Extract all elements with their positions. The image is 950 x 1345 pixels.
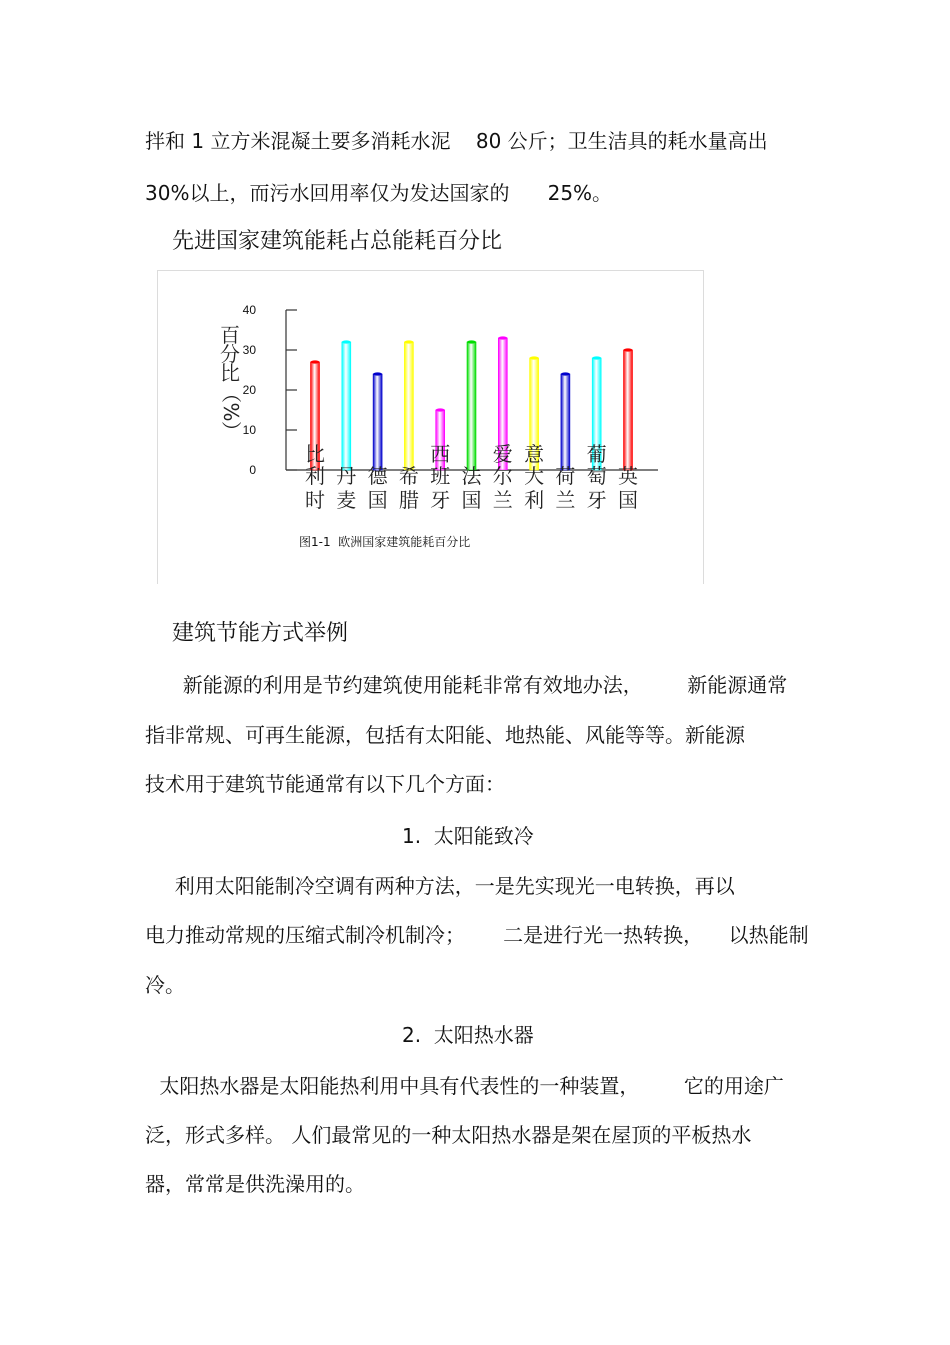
bar-top-葡萄牙 [592, 356, 601, 359]
item1-line-3: 冷。 [145, 973, 185, 997]
bar-德国 [373, 374, 382, 470]
paragraph-top-line-1: 拌和 1 立方米混凝土要多消耗水泥 80 公斤；卫生洁具的耗水量高出 [145, 129, 768, 153]
bar-top-意大利 [530, 356, 539, 359]
bar-法国 [467, 342, 476, 470]
category-label-char: 荷 [555, 464, 576, 488]
category-label-char: 腊 [398, 488, 419, 512]
y-axis-label-char: 比 [220, 361, 240, 385]
y-axis-label-char: ） [219, 421, 243, 441]
category-label-char: 爱 [492, 442, 513, 466]
category-label-char: 西 [430, 442, 451, 466]
category-label-char: 牙 [430, 488, 451, 512]
y-axis-label-char: （ [219, 383, 243, 403]
category-label-char: 国 [367, 488, 388, 512]
y-tick-label-0: 0 [249, 463, 256, 477]
item1-line-1: 利用太阳能制冷空调有两种方法，一是先实现光一电转换，再以 [162, 874, 735, 898]
category-label-char: 班 [430, 464, 451, 488]
bar-top-荷兰 [561, 372, 570, 375]
category-label-char: 牙 [586, 488, 607, 512]
paragraph-top-line-2: 30%以上，而污水回用率仅为发达国家的 25%。 [145, 181, 613, 205]
y-tick-label-20: 20 [242, 383, 256, 397]
category-label-char: 丹 [336, 464, 357, 488]
category-label-char: 葡 [586, 442, 607, 466]
category-label-char: 时 [305, 488, 325, 512]
item2-line-1: 太阳热水器是太阳能热利用中具有代表性的一种装置， 它的用途广 [153, 1074, 784, 1098]
item1-title: 1. 太阳能致冷 [402, 824, 534, 848]
bar-top-法国 [467, 340, 476, 343]
bar-top-比利时 [311, 360, 320, 363]
item1-line-2: 电力推动常规的压缩式制冷机制冷； 二是进行光一热转换， 以热能制 [145, 923, 809, 947]
category-label-char: 兰 [555, 488, 576, 512]
category-label-char: 兰 [492, 488, 513, 512]
category-label-char: 利 [524, 488, 545, 512]
y-tick-label-10: 10 [242, 423, 256, 437]
bar-希腊 [404, 342, 413, 470]
category-label-char: 尔 [492, 464, 513, 488]
bar-top-丹麦 [342, 340, 351, 343]
bar-top-英国 [624, 348, 633, 351]
category-label-char: 希 [398, 464, 419, 488]
category-label-char: 英 [618, 464, 638, 488]
y-tick-label-40: 40 [242, 303, 256, 317]
chart-figure [157, 270, 704, 584]
category-label-char: 国 [461, 488, 482, 512]
item2-title: 2. 太阳热水器 [402, 1023, 534, 1047]
category-label-char: 法 [461, 464, 482, 488]
category-label-char: 大 [524, 464, 545, 488]
category-label-char: 德 [367, 464, 388, 488]
intro-line-2: 指非常规、可再生能源，包括有太阳能、地热能、风能等等。新能源 [145, 723, 745, 747]
intro-line-1: 新能源的利用是节约建筑使用能耗非常有效地办法， 新能源通常 [170, 673, 788, 697]
item2-line-3: 器，常常是供洗澡用的。 [145, 1172, 365, 1196]
category-label-char: 萄 [586, 464, 607, 488]
chart-caption: 图1-1 欧洲国家建筑能耗百分比 [299, 535, 471, 549]
chart-title: 先进国家建筑能耗占总能耗百分比 [172, 229, 503, 254]
y-axis-label-char: 百 [220, 323, 240, 347]
bar-top-西班牙 [436, 408, 445, 411]
intro-line-3: 技术用于建筑节能通常有以下几个方面： [145, 772, 505, 796]
bar-top-德国 [373, 372, 382, 375]
bar-top-希腊 [404, 340, 413, 343]
item2-line-2: 泛，形式多样。 人们最常见的一种太阳热水器是架在屋顶的平板热水 [145, 1123, 752, 1147]
bar-top-爱尔兰 [498, 336, 507, 339]
y-axis-label-char: % [219, 402, 243, 422]
bar-荷兰 [561, 374, 570, 470]
bar-英国 [624, 350, 633, 470]
bar-丹麦 [342, 342, 351, 470]
y-axis-label-char: 分 [220, 342, 240, 366]
category-label-char: 意 [524, 442, 545, 466]
category-label-char: 利 [305, 464, 325, 488]
category-label-char: 麦 [336, 488, 357, 512]
category-label-char: 国 [618, 488, 638, 512]
category-label-char: 比 [305, 442, 325, 466]
section-heading: 建筑节能方式举例 [172, 621, 349, 646]
y-tick-label-30: 30 [242, 343, 256, 357]
